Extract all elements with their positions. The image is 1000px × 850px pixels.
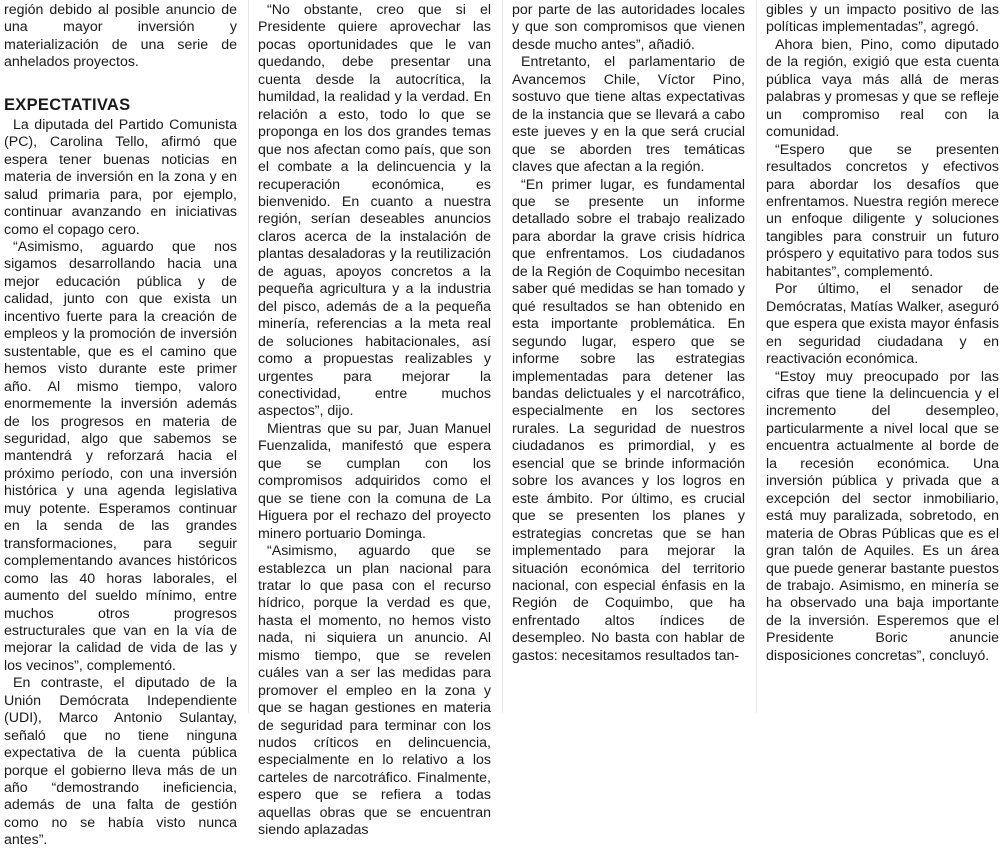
section-heading-expectativas: EXPECTATIVAS: [4, 95, 131, 114]
paragraph-pino-quote-2: “Espero que se presenten resultados concretos y efectivos para abordar los desafíos que enfrentamos. Nuestra región merece un enfoque diligente y soluciones tangibles para construir un futuro próspero y equitativo para todos sus habitantes”, complementó.: [766, 141, 999, 280]
paragraph-continuation: región debido al posible anuncio de una mayor inversión y materialización de una serie de anhelados proyectos.: [4, 2, 237, 71]
column-divider: [502, 0, 503, 713]
column-divider: [248, 0, 249, 713]
article-column-2: [258, 2, 491, 840]
paragraph-continuation: por parte de las autoridades locales y que son compromisos que vienen desde mucho antes”, añadió.: [512, 2, 745, 53]
paragraph-pino-demand: Ahora bien, Pino, como diputado de la región, exigió que esta cuenta pública vaya más allá de meras palabras y promesas y que se refleje un compromiso real con la comunidad.: [766, 36, 999, 141]
article-column-1: [4, 2, 237, 850]
paragraph-continuation: gibles y un impacto positivo de las políticas implementadas”, agregó.: [766, 2, 999, 36]
paragraph-pino-quote: “En primer lugar, es fundamental que se presente un informe detallado sobre el trabajo realizado para abordar la grave crisis hídrica que enfrentamos. Los ciudadanos de la Región de Coquimbo necesitan saber qué medidas se han tomado y qué resultados se han obtenido en esta importante problemática. En segundo lugar, espero que se informe sobre las estrategias implementadas para detener las bandas delictuales y el narcotráfico, especialmente en los sectores rurales. La seguridad de nuestros ciudadanos es primordial, y es esencial que se brinde información sobre los avances y los logros en este ámbito. Por último, es crucial que se presenten los planes y estrategias concretas que se han implementado para mejorar la situación económica del territorio nacional, con especial énfasis en la Región de Coquimbo, que ha enfrentado altos índices de desempleo. No basta con hablar de gastos: necesitamos resultados tan-: [512, 176, 745, 664]
paragraph-fuenzalida-intro: Mientras que su par, Juan Manuel Fuenzalida, manifestó que espera que se cumplan con los compromisos adquiridos como el que se tiene con la comuna de La Higuera por el rechazo del proyecto minero portuario Dominga.: [258, 420, 491, 542]
paragraph-fuenzalida-quote: “Asimismo, aguardo que se establezca un plan nacional para tratar lo que pasa con el recurso hídrico, porque la verdad es que, hasta el momento, no hemos visto nada, ni siquiera un anuncio. Al mismo tiempo, que se revelen cuáles van a ser las medidas para promover el empleo en la zona y que se hagan gestiones en materia de seguridad para terminar con los nudos críticos en delincuencia, especialmente en lo relativo a los carteles de narcotráfico. Finalmente, espero que se refiera a todas aquellas obras que se encuentran siendo aplazadas: [258, 543, 491, 839]
paragraph-walker-intro: Por último, el senador de Demócratas, Matías Walker, aseguró que espera que exista mayor énfasis en seguridad ciudadana y en reactivación económica.: [766, 281, 999, 368]
article-column-3: [512, 2, 745, 665]
paragraph-tello-quote: “Asimismo, aguardo que nos sigamos desarrollando hacia una mejor educación pública y de calidad, junto con que exista un incentivo fuerte para la creación de empleos y la promoción de inversión sustentable, que es el camino que hemos visto durante este primer año. Al mismo tiempo, valoro enormemente la inversión además de los progresos en materia de seguridad, algo que sabemos se mantendrá y reforzará hacia el próximo período, con una inversión histórica y una agenda legislativa muy potente. Esperamos continuar en la senda de las grandes transformaciones, para seguir complementando avances históricos como las 40 horas laborales, el aumento del sueldo mínimo, entre muchos otros progresos estructurales que van en la vía de mejorar la calidad de vida de las y los vecinos”, complementó.: [4, 238, 237, 674]
paragraph-sulantay-quote: “No obstante, creo que si el Presidente quiere aprovechar las pocas oportunidades que le van quedando, debe presentar una cuenta desde la autocrítica, la humildad, la realidad y la verdad. En relación a esto, todo lo que se proponga en los dos grandes temas que nos afectan como país, que son el combate a la delincuencia y la recuperación económica, es bienvenido. En cuanto a nuestra región, serían deseables anuncios claros acerca de la instalación de plantas desaladoras y la reutilización de aguas, apoyos concretos a la pequeña agricultura y a la industria del pisco, además de a la pequeña minería, referencias a la meta real de soluciones habitacionales, así como a propuestas realizables y urgentes para mejorar la conectividad, entre muchos aspectos”, dijo.: [258, 2, 491, 420]
paragraph-walker-quote: “Estoy muy preocupado por las cifras que tiene la delincuencia y el incremento del desempleo, particularmente a nivel local que se encuentra actualmente al borde de la recesión económica. Una inversión pública y privada que a excepción del sector inmobiliario, está muy paralizada, sobretodo, en materia de Obras Públicas que es el gran talón de Aquiles. Es un área que puede generar bastante puestos de trabajo. Asimismo, en minería se ha observado una baja importante de la inversión. Esperemos que el Presidente Boric anuncie disposiciones concretas”, concluyó.: [766, 368, 999, 664]
paragraph-tello-intro: La diputada del Partido Comunista (PC), Carolina Tello, afirmó que espera tener buenas noticias en materia de inversión en la zona y en salud primaria para, por ejemplo, continuar avanzando en iniciativas como el copago cero.: [4, 116, 237, 238]
article-column-4: [766, 2, 999, 665]
paragraph-sulantay-intro: En contraste, el diputado de la Unión Demócrata Independiente (UDI), Marco Antonio Sulantay, señaló que no tiene ninguna expectativa de la cuenta pública porque el gobierno lleva más de un año “demostrando ineficiencia, además de una falta de gestión como no se había visto nunca antes”.: [4, 675, 237, 849]
paragraph-pino-intro: Entretanto, el parlamentario de Avancemos Chile, Víctor Pino, sostuvo que tiene altas expectativas de la instancia que se llevará a cabo este jueves y en la que será crucial que se aborden tres temáticas claves que afectan a la región.: [512, 54, 745, 176]
column-divider: [756, 0, 757, 713]
